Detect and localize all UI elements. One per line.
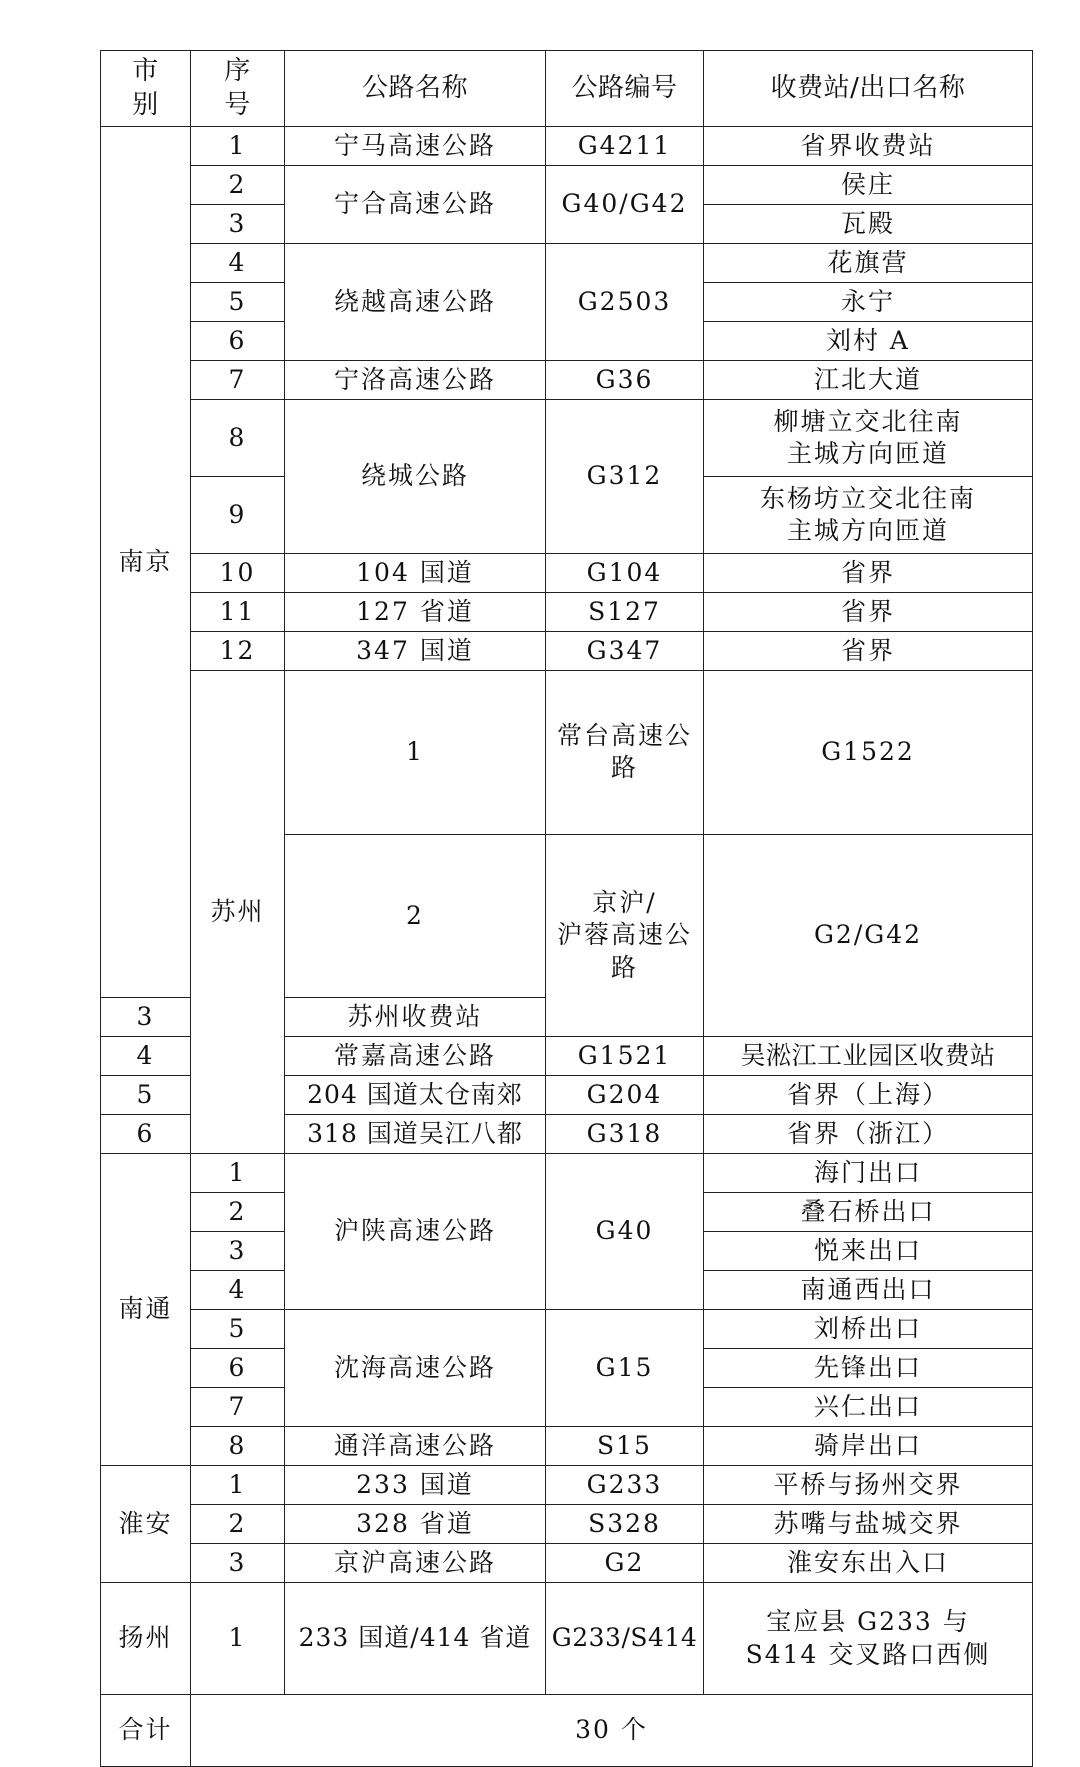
header-row [101,51,1033,127]
table-row [101,1154,1033,1193]
road-name-cell: 沪陕高速公路 [285,1154,546,1310]
station-cell: 苏州收费站 [285,998,546,1037]
station-cell: 吴淞江工业园区收费站 [704,1037,1033,1076]
header-station: 收费站/出口名称 [704,51,1033,127]
table-row [101,244,1033,283]
road-code-cell: G318 [546,1115,704,1154]
road-code-cell: G233 [546,1466,704,1505]
road-name-cell: 京沪/ 沪蓉高速公路 [546,834,704,1037]
table-row [101,1310,1033,1349]
city-cell-huaian: 淮安 [101,1466,191,1583]
road-name-cell: 绕越高速公路 [285,244,546,361]
station-cell: 先锋出口 [704,1349,1033,1388]
seq-cell: 4 [191,244,285,283]
table-row [101,127,1033,166]
table-row [101,361,1033,400]
station-cell: 柳塘立交北往南 主城方向匝道 [704,400,1033,477]
seq-cell: 9 [191,477,285,554]
station-cell: 宝应县 G233 与 S414 交叉路口西侧 [704,1583,1033,1695]
seq-cell: 1 [191,1583,285,1695]
seq-cell: 1 [285,671,546,835]
station-cell: 骑岸出口 [704,1427,1033,1466]
header-seq: 序 号 [191,51,285,127]
station-cell: 省界 [704,632,1033,671]
road-code-cell: G233/S414 [546,1583,704,1695]
seq-cell: 8 [191,1427,285,1466]
seq-cell: 1 [191,1466,285,1505]
toll-station-table [100,50,1033,1767]
station-cell: 苏嘴与盐城交界 [704,1505,1033,1544]
road-name-cell: 宁洛高速公路 [285,361,546,400]
road-code-cell: G2 [546,1544,704,1583]
station-cell: 兴仁出口 [704,1388,1033,1427]
seq-cell: 11 [191,593,285,632]
seq-cell: 12 [191,632,285,671]
seq-cell: 6 [191,322,285,361]
road-name-cell: 常台高速公路 [546,671,704,835]
station-cell: 瓦殿 [704,205,1033,244]
road-code-cell: G4211 [546,127,704,166]
city-cell-nanjing: 南京 [101,127,191,998]
road-name-cell: 通洋高速公路 [285,1427,546,1466]
road-name-cell: 233 国道 [285,1466,546,1505]
road-name-cell: 318 国道吴江八都 [285,1115,546,1154]
station-cell: 叠石桥出口 [704,1193,1033,1232]
seq-cell: 3 [191,205,285,244]
seq-cell: 10 [191,554,285,593]
seq-cell: 3 [191,1544,285,1583]
table-row [101,593,1033,632]
station-cell: 淮安东出入口 [704,1544,1033,1583]
station-cell: 江北大道 [704,361,1033,400]
table-row [101,1505,1033,1544]
seq-cell: 2 [191,1193,285,1232]
road-code-cell: G347 [546,632,704,671]
road-name-cell: 宁马高速公路 [285,127,546,166]
seq-cell: 1 [191,1154,285,1193]
road-code-cell: G204 [546,1076,704,1115]
station-cell: 花旗营 [704,244,1033,283]
road-name-cell: 347 国道 [285,632,546,671]
station-cell: 省界（上海） [704,1076,1033,1115]
road-code-cell: G36 [546,361,704,400]
total-row [101,1695,1033,1767]
table-row [101,1466,1033,1505]
seq-cell: 5 [191,283,285,322]
road-code-cell: S15 [546,1427,704,1466]
road-name-cell: 常嘉高速公路 [285,1037,546,1076]
total-value: 30 个 [191,1695,1033,1767]
station-cell: 省界 [704,554,1033,593]
road-name-cell: 204 国道太仓南郊 [285,1076,546,1115]
header-city: 市 别 [101,51,191,127]
seq-cell: 2 [191,1505,285,1544]
table-row [101,554,1033,593]
road-code-cell: G40 [546,1154,704,1310]
road-code-cell: G2503 [546,244,704,361]
table-row [101,400,1033,477]
station-cell: 平桥与扬州交界 [704,1466,1033,1505]
station-cell: 刘村 A [704,322,1033,361]
station-cell: 侯庄 [704,166,1033,205]
header-road-code: 公路编号 [546,51,704,127]
seq-cell: 4 [101,1037,191,1076]
table-row [101,1544,1033,1583]
road-name-cell: 328 省道 [285,1505,546,1544]
station-cell: 海门出口 [704,1154,1033,1193]
road-name-cell: 127 省道 [285,593,546,632]
station-cell: 永宁 [704,283,1033,322]
road-code-cell: G1521 [546,1037,704,1076]
station-cell: 省界 [704,593,1033,632]
table-row [101,1427,1033,1466]
city-cell-suzhou: 苏州 [191,671,285,1154]
seq-cell: 3 [101,998,191,1037]
city-cell-nantong: 南通 [101,1154,191,1466]
city-cell-yangzhou: 扬州 [101,1583,191,1695]
seq-cell: 2 [191,166,285,205]
seq-cell: 2 [285,834,546,998]
table-row [101,671,1033,835]
road-code-cell: G2/G42 [704,834,1033,1037]
seq-cell: 7 [191,1388,285,1427]
station-cell: 东杨坊立交北往南 主城方向匝道 [704,477,1033,554]
header-road-name: 公路名称 [285,51,546,127]
table-row [101,166,1033,205]
total-label: 合计 [101,1695,191,1767]
seq-cell: 3 [191,1232,285,1271]
road-name-cell: 绕城公路 [285,400,546,554]
seq-cell: 8 [191,400,285,477]
seq-cell: 1 [191,127,285,166]
road-name-cell: 京沪高速公路 [285,1544,546,1583]
road-name-cell: 233 国道/414 省道 [285,1583,546,1695]
road-code-cell: S328 [546,1505,704,1544]
road-name-cell: 104 国道 [285,554,546,593]
road-code-cell: G40/G42 [546,166,704,244]
station-cell: 省界（浙江） [704,1115,1033,1154]
seq-cell: 4 [191,1271,285,1310]
road-code-cell: G312 [546,400,704,554]
table-row [101,632,1033,671]
road-code-cell: G104 [546,554,704,593]
road-code-cell: G15 [546,1310,704,1427]
road-code-cell: S127 [546,593,704,632]
station-cell: 悦来出口 [704,1232,1033,1271]
seq-cell: 5 [101,1076,191,1115]
road-code-cell: G1522 [704,671,1033,835]
seq-cell: 6 [101,1115,191,1154]
seq-cell: 5 [191,1310,285,1349]
station-cell: 省界收费站 [704,127,1033,166]
station-cell: 南通西出口 [704,1271,1033,1310]
road-name-cell: 宁合高速公路 [285,166,546,244]
seq-cell: 6 [191,1349,285,1388]
seq-cell: 7 [191,361,285,400]
table-row [101,1583,1033,1695]
station-cell: 刘桥出口 [704,1310,1033,1349]
road-name-cell: 沈海高速公路 [285,1310,546,1427]
